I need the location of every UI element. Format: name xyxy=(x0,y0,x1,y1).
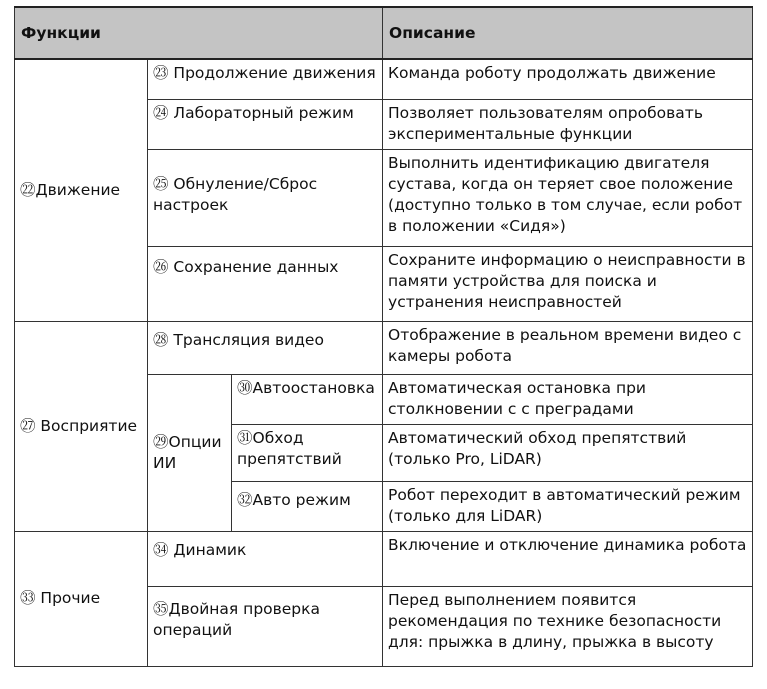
function-description: Сохраните информацию о неисправности в памяти устройства для поиска и устранения неисправностей xyxy=(383,246,753,321)
function-description: Автоматический обход препятствий (только Pro, LiDAR) xyxy=(383,424,753,481)
function-name: ㉓ Продолжение движения xyxy=(148,59,383,99)
table-row xyxy=(15,59,753,99)
group-label-other: ㉝ Прочие xyxy=(15,531,148,666)
function-name: ㉕ Обнуление/Сброс настроек xyxy=(148,149,383,246)
function-name: ㉜Авто режим xyxy=(232,481,383,531)
table-row xyxy=(15,531,753,586)
group-label-motion: ㉒Движение xyxy=(15,59,148,321)
subgroup-label-ai: ㉙Опции ИИ xyxy=(148,374,232,531)
function-name: ㉛Обход препятствий xyxy=(232,424,383,481)
function-description: Отображение в реальном времени видео с камеры робота xyxy=(383,321,753,374)
header-functions: Функции xyxy=(15,7,383,59)
function-description: Автоматическая остановка при столкновении с с преградами xyxy=(383,374,753,424)
functions-table xyxy=(14,6,753,667)
function-description: Команда роботу продолжать движение xyxy=(383,59,753,99)
function-name: ㉔ Лабораторный режим xyxy=(148,99,383,149)
table-row xyxy=(15,321,753,374)
group-label-perception: ㉗ Восприятие xyxy=(15,321,148,531)
function-description: Перед выполнением появится рекомендация по технике безопасности для: прыжка в длину, прыжка в высоту xyxy=(383,586,753,666)
function-name: ㉖ Сохранение данных xyxy=(148,246,383,321)
function-name: ㉞ Динамик xyxy=(148,531,383,586)
function-name: ㉟Двойная проверка операций xyxy=(148,586,383,666)
function-description: Выполнить идентификацию двигателя сустава, когда он теряет свое положение (доступно только в том случае, если робот в положении «Сидя») xyxy=(383,149,753,246)
table-header-row xyxy=(15,7,753,59)
function-name: ㉚Автоостановка xyxy=(232,374,383,424)
header-description: Описание xyxy=(383,7,753,59)
function-description: Включение и отключение динамика робота xyxy=(383,531,753,586)
function-name: ㉘ Трансляция видео xyxy=(148,321,383,374)
function-description: Робот переходит в автоматический режим (только для LiDAR) xyxy=(383,481,753,531)
function-description: Позволяет пользователям опробовать экспериментальные функции xyxy=(383,99,753,149)
